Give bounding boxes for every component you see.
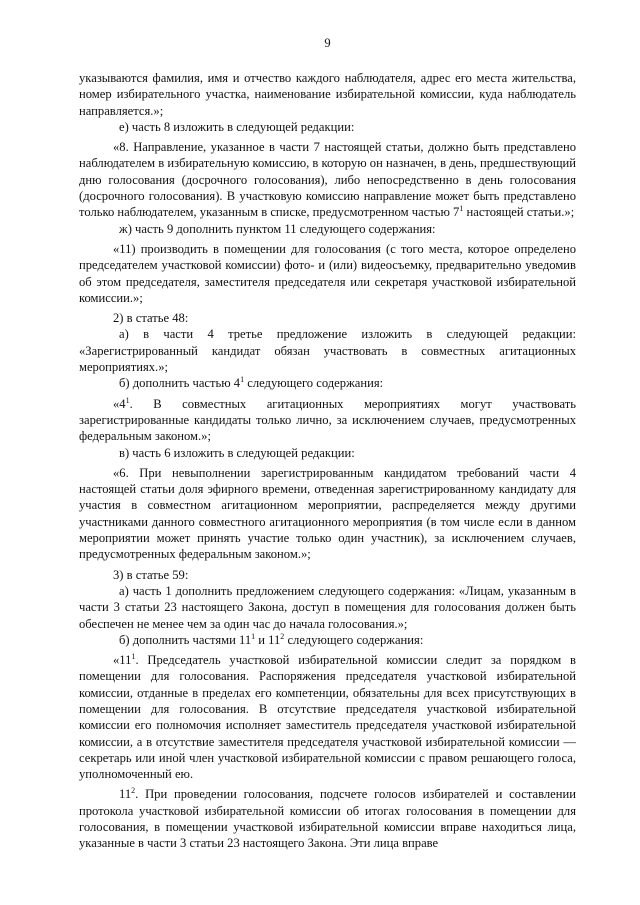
paragraph-part-8-text: «8. Направление, указанное в части 7 настоящей статьи, должно быть представлено наблюдателем в избирательную комиссию, в которую он назначен, в день, предшествующий дню голосования (досрочного голосования), либо непосредственно в день голосования (досрочного голосования). В участковую комиссию направление может быть представлено только наблюдателем, указанным в списке, предусмотренном частью $7^1$ настоящей статьи.»; xyxy=(79,140,576,220)
paragraph-article-48-b: б) дополнить частью $4^1$ следующего содержания: xyxy=(119,375,384,391)
paragraph-part-9-intro: ж) часть 9 дополнить пунктом 11 следующего содержания: xyxy=(119,221,436,236)
paragraph-part-6-intro: в) часть 6 изложить в следующей редакции: xyxy=(119,445,355,460)
paragraph-part-4-1: «$4^1$. В совместных агитационных мероприятиях могут участвовать зарегистрированные кандидаты только лично, за исключением случаев, предусмотренных федеральным законом.»; xyxy=(79,395,576,444)
paragraph-article-59-b: б) дополнить частями $11^1$ и $11^2$ следующего содержания: xyxy=(119,631,424,647)
paragraph-article-59-a: а) часть 1 дополнить предложением следующего содержания: «Лицам, указанным в части 3 статьи 23 настоящего Закона, доступ в помещения для голосования должен быть обеспечен не менее чем за один час до начала голосования.»; xyxy=(79,583,576,631)
paragraph-point-11: «11) производить в помещении для голосования (с того места, которое определено председателем участковой комиссии) фото- и (или) видеосъемку, предварительно уведомив об этом председателя, заместителя председателя или секретаря участковой избирательной комиссии.»; xyxy=(79,241,576,305)
paragraph-observer-details: указываются фамилия, имя и отчество каждого наблюдателя, адрес его места жительства, номер избирательного участка, наименование избирательной комиссии, куда наблюдатель направляется.»; xyxy=(79,71,576,118)
paragraph-article-59: 3) в статье 59: xyxy=(113,567,189,582)
paragraph-article-48-a: а) в части 4 третье предложение изложить в следующей редакции: «Зарегистрированный кандидат обязан участвовать в совместных агитационных мероприятиях.»; xyxy=(79,327,576,375)
paragraph-part-11-2: $11^2$. При проведении голосования, подсчете голосов избирателей и составлении протокола участковой избирательной комиссии об итогах голосования в помещении для голосования, в помещении участковой избирательной комиссии вправе находиться лица, указанные в части 3 статьи 23 настоящего Закона. Эти лица вправе xyxy=(79,786,576,851)
paragraph-article-48: 2) в статье 48: xyxy=(113,311,189,326)
page-number: 9 xyxy=(324,36,331,50)
paragraph-part-8-intro: е) часть 8 изложить в следующей редакции: xyxy=(119,119,355,134)
paragraph-part-6-text: «6. При невыполнении зарегистрированным кандидатом требований части 4 настоящей статьи доля эфирного времени, отведенная зарегистрированному кандидату для участия в совместном агитационном мероприятии, распределяется между другими участниками данного совместного агитационного мероприятия (в том числе если в данном мероприятии может принять участие только один участник), за исключением случаев, предусмотренных федеральным законом.»; xyxy=(79,465,576,562)
paragraph-part-11-1: «$11^1$. Председатель участковой избирательной комиссии следит за порядком в помещении для голосования. Распоряжения председателя участковой избирательной комиссии, отданные в пределах его компетенции, обязательны для всех присутствующих в помещении для голосования. В отсутствие председателя участковой избирательной комиссии его полномочия исполняет заместитель председателя участковой избирательной комиссии, а в отсутствие заместителя председателя участковой избирательной комиссии — секретарь или иной член участковой избирательной комиссии с правом решающего голоса, уполномоченный ею. xyxy=(79,652,576,782)
